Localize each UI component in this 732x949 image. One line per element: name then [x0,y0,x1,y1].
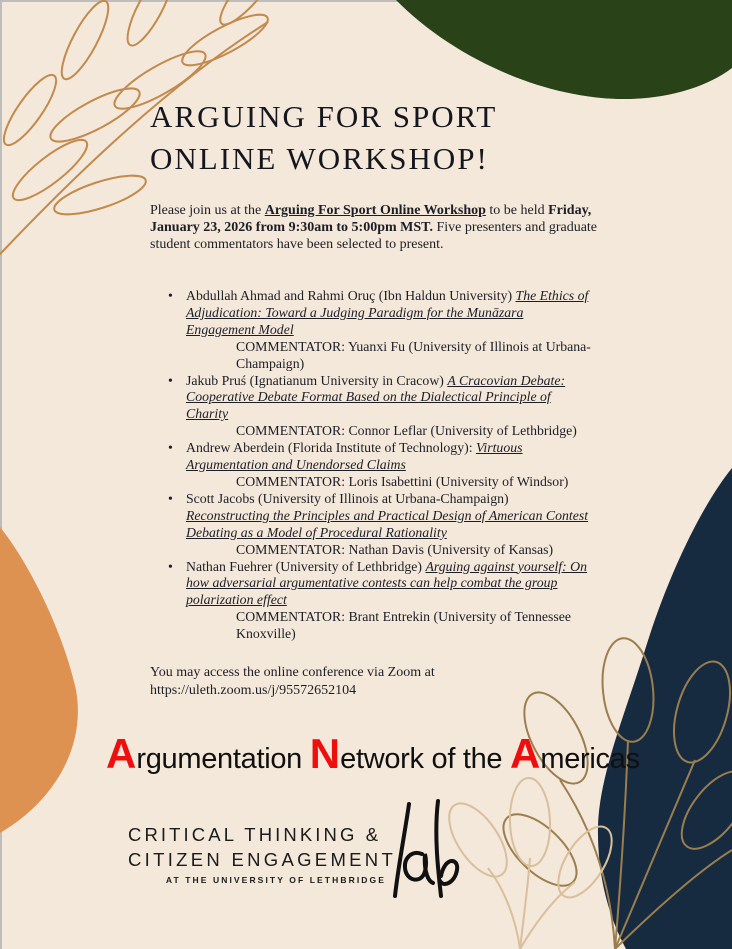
paper-title: Arguing against yourself: On how adversarial argumentative contests can help combat the group polarization effect [186,558,588,608]
commentator-line: COMMENTATOR: Loris Isabettini (University of Windsor) [236,473,569,489]
zoom-access-info [150,664,570,700]
session-item [168,440,592,491]
page-title [150,96,497,180]
event-date-time: Friday, January 23, 2026 from 9:30am to 5:00pm MST. [150,203,592,235]
presenter-name: Abdullah Ahmad and Rahmi Oruç (Ibn Haldun University) [186,288,516,303]
ana-initial-letter: A [106,730,137,777]
ana-logo [106,730,666,778]
zoom-link[interactable]: https://uleth.zoom.us/j/95572652104 [150,683,357,698]
session-list [168,288,592,643]
commentator-line: COMMENTATOR: Nathan Davis (University of Kansas) [236,541,554,557]
title-line-1: ARGUING FOR SPORT [150,99,498,134]
ana-initial-letter: N [309,730,341,777]
paper-title: Virtuous Argumentation and Unendorsed Claims [186,440,523,473]
green-blob-shape [396,0,732,99]
ctce-logo-subtitle: AT THE UNIVERSITY OF LETHBRIDGE [165,875,386,885]
workshop-link[interactable]: Arguing For Sport Online Workshop [264,203,486,218]
session-item [168,491,592,559]
session-item [168,288,592,373]
session-item [168,559,592,644]
orange-blob-shape [0,527,78,833]
ana-word-rest: rgumentation [136,743,310,775]
ana-logo-segment [106,730,310,777]
intro-post: Five presenters and graduate student commentators have been selected to present. [150,220,598,252]
commentator-line: COMMENTATOR: Connor Leflar (University of Lethbridge) [236,423,577,439]
paper-title: Reconstructing the Principles and Practical Design of American Contest Debating as a Model of Procedural Rationality [186,507,589,540]
intro-mid: to be held [485,203,549,218]
intro-pre: Please join us at the [150,203,265,218]
ctce-lab-logo [128,822,397,885]
ana-word-rest: etwork of the [340,743,511,775]
title-line-2: ONLINE WORKSHOP! [150,141,489,176]
intro-paragraph [150,202,630,253]
ana-word-rest: mericas [540,743,640,775]
paper-title: A Cracovian Debate: Cooperative Debate Format Based on the Dialectical Principle of Charity [186,372,566,422]
presenter-name: Nathan Fuehrer (University of Lethbridge) [186,558,426,574]
ana-logo-segment [309,730,511,777]
commentator-line: COMMENTATOR: Brant Entrekin (University of Tennessee Knoxville) [236,609,572,642]
navy-blob-shape [598,468,732,949]
ana-logo-segment [510,730,640,777]
lab-script-icon [372,796,468,908]
presenter-name: Jakub Pruś (Ignatianum University in Cracow) [186,372,448,388]
presenter-name: Andrew Aberdein (Florida Institute of Technology): [186,440,476,456]
ana-initial-letter: A [510,730,541,777]
presenter-name: Scott Jacobs (University of Illinois at Urbana-Champaign) [186,490,509,506]
session-item [168,373,592,441]
ctce-logo-line-1: CRITICAL THINKING & [128,824,382,845]
paper-title: The Ethics of Adjudication: Toward a Judging Paradigm for the Munāzara Engagement Model [186,288,589,337]
zoom-access-text: You may access the online conference via Zoom at [150,665,435,680]
commentator-line: COMMENTATOR: Yuanxi Fu (University of Illinois at Urbana-Champaign) [236,338,591,371]
ctce-logo-line-2: CITIZEN ENGAGEMENT [128,849,397,870]
